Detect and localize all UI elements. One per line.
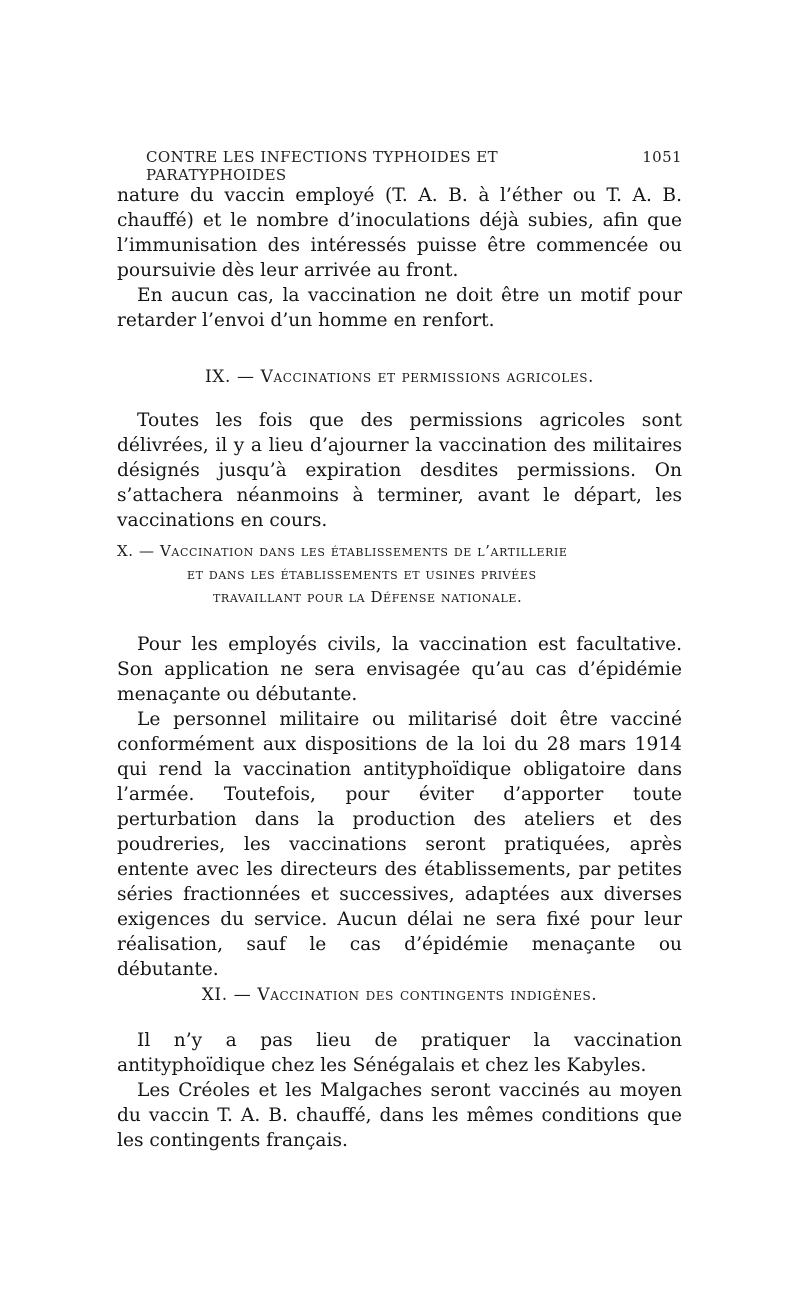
section-title-text: IX. — Vaccinations et permissions agricoles. [204,367,595,387]
running-title: CONTRE LES INFECTIONS TYPHOIDES ET PARATYPHOIDES [146,148,499,184]
running-header [146,148,682,184]
paragraph: Le personnel militaire ou militarisé doit être vacciné conformément aux dispositions de la loi du 28 mars 1914 qui rend la vaccination antityphoïdique obligatoire dans l’armée. Toutefois, pour éviter d’apporter toute perturbation dans la production des ateliers et des poudreries, les vaccinations seront pratiquées, après entente avec les directeurs des établissements, par petites séries fractionnées et successives, adaptées aux diverses exigences du service. Aucun délai ne sera fixé pour leur réalisation, sauf le cas d’épidémie menaçante ou débutante. [117,709,682,980]
paragraph: Pour les employés civils, la vaccination est facultative. Son application ne sera envisagée qu’au cas d’épidémie menaçante ou débutante. [117,634,682,705]
section-title-line: X. — Vaccination dans les établissements de l’artillerie [117,542,568,560]
paragraph: En aucun cas, la vaccination ne doit être un motif pour retarder l’envoi d’un homme en renfort. [117,285,682,331]
paragraph: Les Créoles et les Malgaches seront vaccinés au moyen du vaccin T. A. B. chauffé, dans les mêmes conditions que les contingents français. [117,1080,682,1151]
section-title-text: XI. — Vaccination des contingents indigènes. [201,985,598,1005]
section-heading-x [117,540,682,609]
section-heading-ix [117,367,682,387]
section-ix-body [117,408,682,533]
section-title-line: travaillant pour la Défense nationale. [213,588,523,606]
page-number: 1051 [642,148,682,166]
section-heading-xi [117,985,682,1005]
paragraph: Toutes les fois que des permissions agricoles sont délivrées, il y a lieu d’ajourner la vaccination des militaires désignés jusqu’à expiration desdites permissions. On s’attachera néanmoins à terminer, avant le départ, les vaccinations en cours. [117,410,682,531]
intro-block [117,183,682,333]
section-x-body [117,632,682,982]
section-title-line: et dans les établissements et usines privées [187,565,537,583]
paragraph: nature du vaccin employé (T. A. B. à l’éther ou T. A. B. chauffé) et le nombre d’inoculations déjà subies, afin que l’immunisation des intéressés puisse être commencée ou poursuivie dès leur arrivée au front. [117,185,682,281]
section-xi-body [117,1028,682,1153]
paragraph: Il n’y a pas lieu de pratiquer la vaccination antityphoïdique chez les Sénégalais et chez les Kabyles. [117,1030,682,1076]
